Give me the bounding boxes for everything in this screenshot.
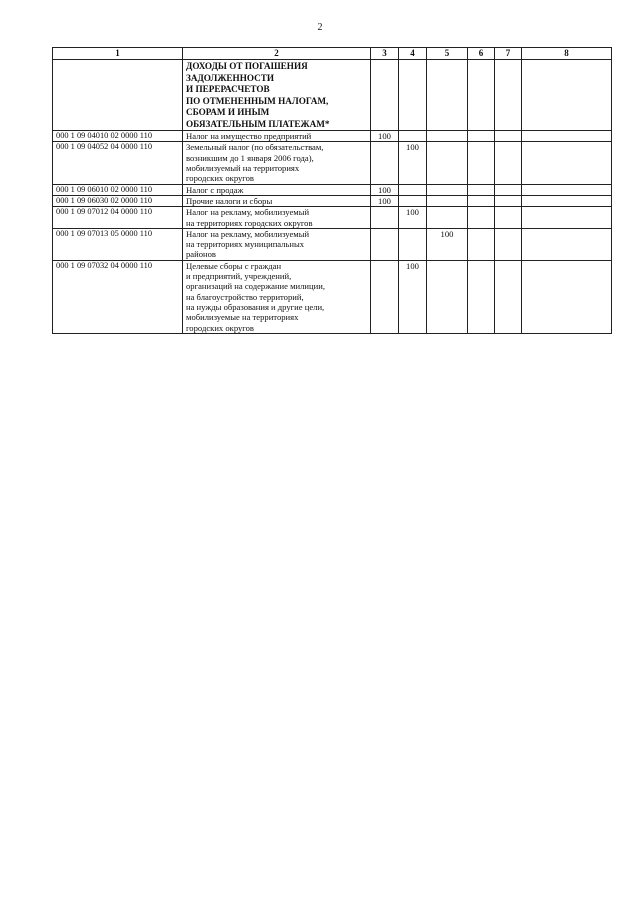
value-cell-8 <box>522 131 612 142</box>
value-cell-5 <box>427 195 468 206</box>
value-cell-6 <box>468 131 495 142</box>
value-cell-7 <box>495 207 522 229</box>
value-cell-8 <box>522 195 612 206</box>
value-cell-8 <box>522 60 612 131</box>
value-cell-8 <box>522 142 612 184</box>
value-cell-4 <box>399 184 427 195</box>
column-header-5: 5 <box>427 48 468 60</box>
table-row <box>53 195 612 206</box>
value-cell-4 <box>399 131 427 142</box>
value-cell-7 <box>495 195 522 206</box>
value-cell-7 <box>495 260 522 333</box>
value-cell-6 <box>468 228 495 260</box>
value-cell-8 <box>522 184 612 195</box>
column-header-8: 8 <box>522 48 612 60</box>
value-cell-5 <box>427 131 468 142</box>
income-name-cell: Прочие налоги и сборы <box>183 195 371 206</box>
column-header-3: 3 <box>371 48 399 60</box>
budget-code-cell: 000 1 09 07012 04 0000 110 <box>53 207 183 229</box>
value-cell-5 <box>427 60 468 131</box>
table-row <box>53 228 612 260</box>
table-row <box>53 260 612 333</box>
value-cell-3: 100 <box>371 131 399 142</box>
value-cell-7 <box>495 131 522 142</box>
value-cell-4: 100 <box>399 207 427 229</box>
budget-code-cell: 000 1 09 04010 02 0000 110 <box>53 131 183 142</box>
revenue-classification-table <box>52 47 612 334</box>
value-cell-3: 100 <box>371 184 399 195</box>
value-cell-5: 100 <box>427 228 468 260</box>
value-cell-4: 100 <box>399 142 427 184</box>
budget-code-cell: 000 1 09 06030 02 0000 110 <box>53 195 183 206</box>
value-cell-4 <box>399 60 427 131</box>
value-cell-8 <box>522 260 612 333</box>
income-name-cell: Налог на рекламу, мобилизуемый на территориях городских округов <box>183 207 371 229</box>
budget-code-cell <box>53 60 183 131</box>
budget-code-cell: 000 1 09 04052 04 0000 110 <box>53 142 183 184</box>
value-cell-8 <box>522 228 612 260</box>
value-cell-5 <box>427 184 468 195</box>
value-cell-8 <box>522 207 612 229</box>
table-row <box>53 184 612 195</box>
value-cell-3 <box>371 260 399 333</box>
value-cell-5 <box>427 207 468 229</box>
value-cell-4 <box>399 228 427 260</box>
income-name-cell: Налог с продаж <box>183 184 371 195</box>
value-cell-6 <box>468 207 495 229</box>
income-name-cell: Земельный налог (по обязательствам, возникшим до 1 января 2006 года), мобилизуемый на территориях городских округов <box>183 142 371 184</box>
budget-code-cell: 000 1 09 07032 04 0000 110 <box>53 260 183 333</box>
header-row <box>53 48 612 60</box>
column-header-6: 6 <box>468 48 495 60</box>
value-cell-6 <box>468 195 495 206</box>
column-header-4: 4 <box>399 48 427 60</box>
value-cell-7 <box>495 228 522 260</box>
value-cell-4: 100 <box>399 260 427 333</box>
value-cell-6 <box>468 142 495 184</box>
income-name-cell: Налог на имущество предприятий <box>183 131 371 142</box>
table-row <box>53 131 612 142</box>
value-cell-4 <box>399 195 427 206</box>
column-header-2: 2 <box>183 48 371 60</box>
value-cell-6 <box>468 184 495 195</box>
value-cell-6 <box>468 60 495 131</box>
section-heading-cell: ДОХОДЫ ОТ ПОГАШЕНИЯ ЗАДОЛЖЕННОСТИ И ПЕРЕРАСЧЕТОВ ПО ОТМЕНЕННЫМ НАЛОГАМ, СБОРАМ И ИНЫМ ОБЯЗАТЕЛЬНЫМ ПЛАТЕЖАМ* <box>183 60 371 131</box>
table-row-section-heading <box>53 60 612 131</box>
value-cell-3 <box>371 60 399 131</box>
page-number: 2 <box>317 22 323 33</box>
table-row <box>53 142 612 184</box>
value-cell-3 <box>371 207 399 229</box>
table-row <box>53 207 612 229</box>
value-cell-7 <box>495 184 522 195</box>
column-header-7: 7 <box>495 48 522 60</box>
value-cell-7 <box>495 60 522 131</box>
column-header-1: 1 <box>53 48 183 60</box>
budget-code-cell: 000 1 09 06010 02 0000 110 <box>53 184 183 195</box>
budget-code-cell: 000 1 09 07013 05 0000 110 <box>53 228 183 260</box>
value-cell-5 <box>427 260 468 333</box>
value-cell-3: 100 <box>371 195 399 206</box>
value-cell-3 <box>371 142 399 184</box>
value-cell-7 <box>495 142 522 184</box>
value-cell-5 <box>427 142 468 184</box>
income-name-cell: Налог на рекламу, мобилизуемый на территориях муниципальных районов <box>183 228 371 260</box>
value-cell-6 <box>468 260 495 333</box>
value-cell-3 <box>371 228 399 260</box>
income-name-cell: Целевые сборы с граждан и предприятий, учреждений, организаций на содержание милиции, на благоустройство территорий, на нужды образования и другие цели, мобилизуемые на территориях городских округов <box>183 260 371 333</box>
